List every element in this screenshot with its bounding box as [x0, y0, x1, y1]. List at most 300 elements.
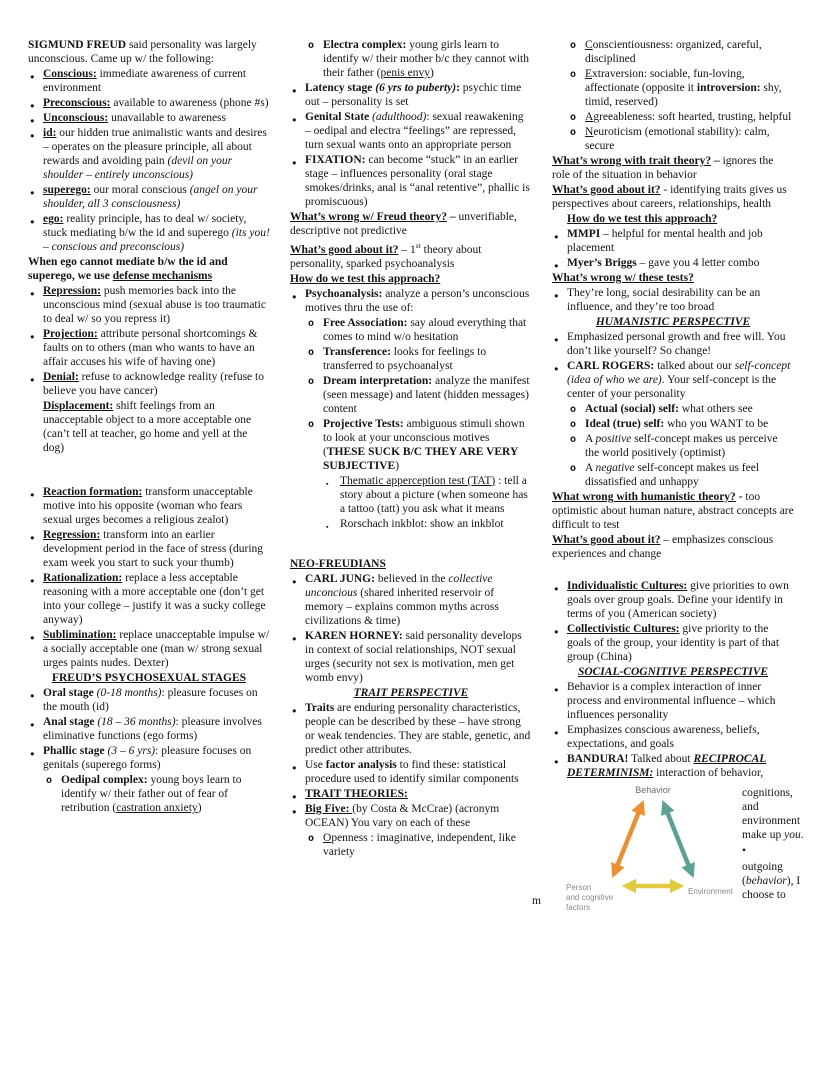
note-item: [290, 239, 532, 271]
text-run: What wrong with humanistic theory?: [552, 491, 736, 503]
text-run: A: [585, 462, 596, 474]
text-run: N: [585, 126, 594, 138]
text-run: RECIPROCAL DETERMINISM:: [567, 753, 767, 779]
note-item: [290, 287, 532, 315]
note-item: [290, 474, 532, 516]
text-run: cognitions, and environment make up: [742, 787, 801, 841]
column-1: [28, 38, 270, 932]
bullet-marker: ●: [30, 101, 35, 110]
text-run: Conscious:: [43, 68, 97, 80]
note-item: [552, 286, 794, 314]
note-item: [290, 572, 532, 628]
text-run: young girls learn to identify w/ their mother b/c they cannot with their father (: [323, 39, 529, 79]
text-run: SOCIAL-COGNITIVE PERSPECTIVE: [577, 666, 769, 678]
text-run: analyze the manifest (seen message) and latent (hidden messages) content: [323, 374, 530, 415]
note-item: [290, 81, 532, 109]
note-item: [290, 272, 532, 286]
note-item: [28, 370, 270, 398]
text-run: say aloud everything that comes to mind w/o hesitation: [323, 316, 527, 343]
column-3: [532, 38, 804, 932]
note-item: [552, 752, 794, 780]
text-run: Emphasized personal growth and free will. You don’t like yourself? So change!: [567, 331, 786, 357]
bullet-marker: ●: [30, 490, 35, 499]
text-run: defense mechanisms: [112, 270, 213, 282]
text-run: unverifiable, descriptive not predictive: [290, 211, 517, 237]
bullet-marker: ●: [554, 335, 559, 344]
text-run: ), I choose to: [742, 875, 801, 901]
diagram-label-person-1: Person: [566, 883, 592, 892]
wrap-bullet-marker: •: [742, 845, 747, 857]
text-run: analyze a person’s unconscious motives thru the use of:: [305, 287, 530, 314]
column-3-items: [552, 38, 794, 780]
text-run: .: [800, 829, 804, 841]
bullet-marker: ●: [30, 188, 35, 197]
wrap-right-item-text: [742, 860, 806, 902]
note-item: [552, 271, 794, 285]
text-run: Displacement:: [43, 400, 114, 412]
text-run: C: [585, 39, 593, 51]
text-run: what others see: [678, 403, 753, 415]
bullet-marker: ●: [554, 232, 559, 241]
note-item: [552, 125, 794, 153]
text-run: HUMANISTIC PERSPECTIVE: [595, 316, 751, 328]
text-run: : pleasure focuses on the mouth (id): [43, 687, 258, 713]
note-item: [552, 67, 794, 109]
note-item: [290, 686, 532, 700]
text-run: ego:: [43, 213, 64, 225]
text-run: Thematic apperception test (TAT): [340, 474, 496, 487]
note-item: [28, 485, 270, 527]
text-run: TRAIT THEORIES:: [305, 787, 408, 800]
bullet-marker: ●: [554, 584, 559, 593]
text-run: give priorities to own goals over group goals. Define your identify in terms of you (American society): [567, 580, 789, 620]
bullet-marker: ●: [554, 685, 559, 694]
bullet-marker: ●: [292, 762, 297, 772]
text-run: superego:: [43, 184, 91, 196]
text-run: (angel on your shoulder, all 3 consciousness): [43, 184, 258, 210]
text-run: Dream interpretation:: [323, 374, 433, 387]
bullet-marker: ●: [30, 289, 35, 298]
bullet-marker: ●: [554, 364, 559, 373]
text-run: Myer’s Briggs: [567, 257, 637, 269]
bullet-marker: ●: [30, 131, 35, 140]
text-run: transform unacceptable motive into his opposite (woman who fears sexual urges becomes a religious zealot): [43, 486, 253, 526]
text-run: Projection:: [43, 328, 98, 340]
note-item: [552, 533, 794, 561]
note-item: [290, 38, 532, 80]
text-run: you: [784, 829, 801, 841]
text-run: ): [429, 67, 434, 79]
text-run: immediate awareness of current environment: [43, 68, 247, 94]
text-run: our hidden true animalistic wants and desires – operates on the pleasure principle, all about rewards and avoiding pain: [43, 127, 267, 167]
text-run: onscientiousness: organized, careful, disciplined: [585, 39, 762, 65]
bullet-marker: ●: [554, 757, 559, 766]
note-item: [552, 665, 794, 679]
text-run: push memories back into the unconscious mind (sexual abuse is too traumatic to deal w/ so you repress it): [43, 285, 266, 325]
note-item: [552, 256, 794, 270]
note-item: [552, 38, 794, 66]
reciprocal-determinism-diagram: [564, 782, 742, 932]
text-run: Repression:: [43, 285, 101, 297]
note-item: [28, 744, 270, 772]
text-run: –: [711, 155, 723, 167]
note-item: [290, 802, 532, 830]
bullet-marker: ●: [30, 72, 35, 81]
text-run: (its you! – conscious and preconscious): [43, 227, 270, 253]
text-run: FIXATION:: [305, 154, 366, 166]
text-run: are enduring personality characteristics, people can be described by these – have strong or weak tendencies. They are stable, genetic, and predict other attributes.: [305, 701, 531, 756]
diagram-label-behavior: Behavior: [635, 785, 671, 795]
text-run: Free Association:: [323, 316, 408, 329]
note-item: [552, 680, 794, 722]
text-run: MMPI: [567, 228, 601, 240]
note-item: [552, 579, 794, 621]
text-run: can become “stuck” in an earlier stage – influences personality (oral stage smokes/drinks, anal is “anal retentive”, phallic is promiscuous): [305, 154, 530, 208]
text-run: outgoing (: [742, 861, 783, 887]
bullet-marker: ●: [292, 115, 297, 124]
text-run: psychic time out – personality is set: [305, 82, 522, 108]
text-run: self-concept makes us feel dissatisfied and unhappy: [585, 462, 760, 488]
bullet-marker: ●: [30, 749, 35, 758]
text-run: Talked about: [628, 753, 694, 765]
text-run: A: [585, 433, 596, 445]
text-run: What’s good about it?: [552, 534, 661, 546]
text-run: castration anxiety: [116, 802, 198, 814]
text-run: attribute personal shortcomings & faults on to others (man who wants to have an affair accuses his wife of having one): [43, 328, 258, 368]
bullet-marker: ●: [554, 728, 559, 737]
bullet-marker: o: [570, 40, 577, 51]
text-run: young boys learn to identify w/ their father out of fear of retribution (: [61, 774, 242, 814]
text-run: – 1: [398, 243, 416, 256]
bullet-marker: ▪: [326, 522, 329, 531]
text-run: – emphasizes conscious experiences and change: [552, 534, 774, 560]
text-run: (3 – 6 yrs): [107, 745, 156, 757]
bullet-marker: o: [308, 40, 315, 51]
text-run: Traits: [305, 701, 335, 714]
text-run: What’s good about it?: [290, 243, 399, 256]
text-run: greeableness: soft hearted, trusting, helpful: [593, 111, 792, 123]
wrap-right-para: [742, 786, 806, 842]
text-run: talked about our: [654, 360, 735, 372]
text-run: penis envy: [380, 67, 430, 79]
bullet-marker: o: [570, 127, 577, 138]
note-item: [552, 461, 794, 489]
text-run: collective unconcious: [305, 572, 493, 599]
note-item: [552, 212, 794, 226]
text-run: Sublimination:: [43, 629, 117, 641]
note-item: [290, 787, 532, 801]
note-item: [290, 417, 532, 473]
bullet-marker: o: [570, 112, 577, 123]
text-run: replace unacceptable impulse w/ a socially acceptable one (man w/ strong sexual urges paints nudes. Dexter): [43, 629, 270, 669]
text-run: (0-18 months): [96, 687, 162, 699]
note-item: [290, 701, 532, 757]
text-run: (shared inherited reservoir of memory – explains common myths across civilizations & time): [305, 586, 499, 627]
note-item: [290, 831, 532, 859]
text-run: KAREN HORNEY:: [305, 629, 403, 642]
text-run: said personality was largely unconscious. Came up w/ the following:: [28, 39, 257, 65]
text-run: positive: [595, 433, 632, 445]
text-run: self-concept makes us perceive the world positively (optimist): [585, 433, 778, 459]
text-run: Reaction formation:: [43, 486, 143, 498]
text-run: (devil on your shoulder – entirely unconscious): [43, 155, 233, 181]
bullet-marker: ●: [554, 627, 559, 636]
text-run: Regression:: [43, 529, 101, 541]
text-run: -: [735, 491, 746, 503]
note-item: [28, 183, 270, 211]
text-run: Actual (social) self:: [585, 403, 679, 415]
note-item: [552, 183, 794, 211]
column-2: [290, 38, 532, 932]
bullet-marker: ●: [292, 791, 297, 801]
note-item: [28, 255, 270, 283]
column-2-items: [290, 38, 532, 859]
text-run: Unconscious:: [43, 112, 109, 124]
bullet-marker: o: [570, 419, 577, 430]
note-item: [290, 345, 532, 373]
diagram-label-environment: Environment: [688, 887, 733, 896]
text-run: negative: [595, 462, 635, 474]
note-item: [28, 96, 270, 110]
bullet-marker: o: [570, 463, 577, 474]
bullet-marker: o: [308, 832, 315, 844]
text-run: NEO-FREUDIANS: [290, 557, 386, 570]
text-run: our moral conscious: [90, 184, 190, 196]
note-item: [28, 284, 270, 326]
note-item: [552, 622, 794, 664]
bullet-marker: ▪: [326, 479, 329, 488]
text-run: self-concept (idea of who we are): [567, 360, 791, 386]
text-run: believed in the: [374, 572, 449, 585]
text-run: Electra complex:: [323, 39, 407, 51]
bullet-marker: ●: [30, 217, 35, 226]
text-run: Psychoanalysis:: [305, 287, 383, 300]
text-run: give priority to the goals of the group, your identity is part of that group (China): [567, 623, 780, 663]
text-run: When ego cannot mediate b/w the id and superego, we use: [28, 256, 228, 282]
text-run: They’re long, social desirability can be an influence, and they’re too broad: [567, 287, 761, 313]
diagram-label-person-2: and cognitive: [566, 893, 614, 902]
text-run: Preconscious:: [43, 97, 111, 109]
text-run: Denial:: [43, 371, 79, 383]
text-run: introversion:: [696, 82, 761, 94]
text-run: - identifying traits gives us perspectives about careers, relationships, health: [552, 184, 787, 210]
text-run: Genital State: [305, 111, 373, 123]
text-run: penness : imaginative, independent, like variety: [323, 831, 516, 858]
text-run: Transference:: [323, 345, 391, 358]
text-run: : pleasure involves eliminative functions (ego forms): [43, 716, 262, 742]
text-run: CARL JUNG:: [305, 572, 375, 585]
text-run: xtraversion: sociable, fun-loving, affectionate (opposite it: [585, 68, 745, 94]
text-run: shy, timid, reserved): [585, 82, 782, 108]
bullet-marker: ●: [292, 291, 297, 301]
text-run: available to awareness (phone #s): [110, 97, 269, 109]
bullet-marker: o: [570, 404, 577, 415]
bullet-marker: o: [46, 775, 53, 786]
text-run: Anal stage: [43, 716, 98, 728]
text-run: : sexual reawakening – oedipal and electra “feelings” are repressed, turn sexual wants onto an appropriate person: [305, 111, 524, 151]
note-item: [290, 374, 532, 416]
text-run: What’s good about it?: [552, 184, 661, 196]
text-run: reality principle, has to deal w/ society, stuck mediating b/w the id and superego: [43, 213, 247, 239]
text-run: (by Costa & McCrae) (acronym OCEAN) You vary on each of these: [305, 802, 500, 829]
bullet-marker: ●: [292, 86, 297, 95]
text-run: Oral stage: [43, 687, 97, 699]
text-run: ignores the role of the situation in behavior: [552, 155, 774, 181]
text-run: – helpful for mental health and job placement: [567, 228, 763, 254]
note-item: [290, 517, 532, 531]
text-run: FREUD’S PSYCHOSEXUAL STAGES: [51, 672, 247, 684]
note-item: [28, 715, 270, 743]
text-run: behavior: [745, 875, 787, 887]
bullet-marker: ●: [30, 116, 35, 125]
note-item: [28, 571, 270, 627]
text-run: :: [456, 82, 460, 94]
text-run: Latency stage: [305, 82, 376, 94]
reciprocal-determinism-figure: [532, 782, 804, 932]
edge-behavior-person: [614, 804, 642, 874]
note-item: [28, 212, 270, 254]
note-item: [28, 38, 270, 66]
text-run: : pleasure focuses on genitals (superego forms): [43, 745, 252, 771]
text-run: TRAIT PERSPECTIVE: [353, 686, 469, 699]
text-run: What’s wrong with trait theory?: [552, 155, 712, 167]
note-item: [552, 402, 794, 416]
bullet-marker: ●: [292, 705, 297, 715]
text-run: unavailable to awareness: [108, 112, 227, 124]
bullet-marker: o: [308, 346, 315, 358]
text-run: How do we test this approach?: [567, 213, 718, 225]
bullet-marker: ●: [554, 291, 559, 300]
text-run: euroticism (emotional stability): calm, secure: [585, 126, 770, 152]
text-run: What’s wrong w/ these tests?: [552, 272, 694, 284]
note-item: [28, 111, 270, 125]
text-run: st: [415, 241, 421, 250]
bullet-marker: o: [308, 418, 315, 430]
text-run: replace a less acceptable reasoning with a more acceptable one (don’t get into your college – justify it was a sucky college anyway): [43, 572, 266, 626]
text-run: Collectivistic Cultures:: [567, 623, 680, 635]
bullet-marker: o: [570, 69, 577, 80]
text-run: theory about personality, sparked psychoanalysis: [290, 243, 482, 270]
note-item: [290, 210, 532, 238]
text-run: BANDURA!: [567, 753, 629, 765]
bullet-marker: ●: [292, 158, 297, 167]
bullet-marker: ●: [30, 332, 35, 341]
wrap-right-column: [742, 782, 806, 932]
text-run: looks for feelings to transferred to psychoanalyst: [323, 345, 487, 372]
note-item: [290, 758, 532, 786]
note-item: [28, 399, 270, 455]
text-run: Behavior is a complex interaction of inner process and environmental influence – which influences personality: [567, 681, 776, 721]
text-run: Rorschach inkblot: show an inkblot: [340, 517, 504, 530]
note-item: [552, 723, 794, 751]
text-run: Emphasizes conscious awareness, beliefs, expectations, and goals: [567, 724, 760, 750]
text-run: ambiguous stimuli shown to look at your unconscious motives (: [323, 417, 525, 458]
bullet-marker: ●: [292, 576, 297, 586]
note-item: [28, 528, 270, 570]
text-run: ): [395, 459, 400, 472]
text-run: (18 – 36 months): [97, 716, 176, 728]
bullet-marker: ●: [30, 633, 35, 642]
note-item: [28, 671, 270, 685]
text-run: who you WANT to be: [664, 418, 769, 430]
text-run: refuse to acknowledge reality (refuse to believe you have cancer): [43, 371, 264, 397]
text-run: Projective Tests:: [323, 417, 404, 430]
wrap-left-fragment: m: [532, 895, 541, 907]
note-item: [552, 330, 794, 358]
bullet-marker: ●: [292, 806, 297, 816]
bullet-marker: ●: [554, 261, 559, 270]
text-run: E: [585, 68, 593, 80]
text-run: Rationalization:: [43, 572, 123, 584]
text-run: Use: [305, 758, 326, 771]
text-run: id:: [43, 127, 57, 139]
note-item: [290, 629, 532, 685]
diagram-label-person-3: factors: [566, 903, 591, 912]
text-run: . Your self-concept is the center of your personality: [567, 374, 777, 400]
text-run: CARL ROGERS:: [567, 360, 655, 372]
note-item: [290, 557, 532, 571]
text-run: Big Five:: [305, 802, 353, 815]
text-run: What’s wrong w/ Freud theory?: [290, 211, 447, 223]
note-item: [552, 417, 794, 431]
text-run: transform into an earlier development period in the face of stress (during exam week you start to suck your thumb): [43, 529, 264, 569]
text-run: to find these: statistical procedure used to identify similar components: [305, 758, 519, 785]
bullet-marker: ●: [30, 533, 35, 542]
note-item: [290, 316, 532, 344]
note-item: [28, 686, 270, 714]
bullet-marker: ●: [30, 691, 35, 700]
bullet-marker: o: [308, 317, 315, 329]
note-item: [552, 110, 794, 124]
note-item: [552, 490, 794, 532]
note-item: [28, 327, 270, 369]
text-run: SIGMUND FREUD: [28, 39, 127, 51]
edge-behavior-environment: [664, 804, 692, 874]
note-item: [290, 110, 532, 152]
text-run: ): [197, 802, 202, 814]
text-run: too optimistic about human nature, abstract concepts are difficult to test: [552, 491, 794, 531]
note-item: [552, 359, 794, 401]
text-run: Phallic stage: [43, 745, 108, 757]
bullet-marker: ●: [30, 576, 35, 585]
column-1-items: [28, 38, 270, 815]
text-run: (adulthood): [372, 111, 427, 123]
note-item: [28, 773, 270, 815]
text-run: THESE SUCK B/C THEY ARE VERY SUBJECTIVE: [323, 445, 518, 472]
note-item: [28, 126, 270, 182]
text-run: (6 yrs to puberty): [375, 82, 457, 94]
text-run: : tell a story about a picture (when someone has a tattoo (tatt) you ask what it means: [340, 474, 528, 515]
text-run: – gave you 4 letter combo: [636, 257, 760, 269]
text-run: interaction of behavior,: [653, 767, 764, 779]
note-item: [28, 67, 270, 95]
text-run: O: [323, 831, 332, 844]
text-run: said personality develops in context of social relationships, NOT sexual urges (security not sex is motivation, men get womb envy): [305, 629, 522, 684]
bullet-marker: ●: [30, 375, 35, 384]
bullet-marker: o: [308, 375, 315, 387]
note-item: [552, 154, 794, 182]
text-run: factor analysis: [325, 758, 397, 771]
text-run: –: [446, 211, 456, 223]
note-item: [552, 227, 794, 255]
note-item: [28, 628, 270, 670]
note-item: [552, 315, 794, 329]
bullet-marker: o: [570, 434, 577, 445]
text-run: Oedipal complex:: [61, 774, 148, 786]
text-run: shift feelings from an unacceptable object to a more acceptable one (can’t tell at teacher, go home and yell at the dog): [43, 400, 252, 454]
text-run: A: [585, 111, 594, 123]
bullet-marker: ●: [292, 633, 297, 643]
